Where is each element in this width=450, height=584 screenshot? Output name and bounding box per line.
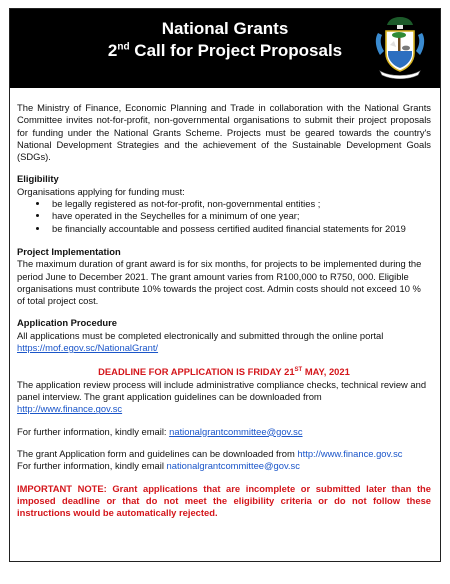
contact-label: For further information, kindly email: bbox=[17, 425, 170, 437]
seychelles-coat-of-arms-icon bbox=[370, 15, 430, 81]
eligibility-lead: Organisations applying for funding must: bbox=[17, 185, 185, 197]
eligibility-heading: Eligibility bbox=[17, 173, 59, 185]
deadline-ordinal: ST bbox=[294, 367, 303, 374]
email-text[interactable]: nationalgrantcommittee@gov.sc bbox=[166, 460, 300, 472]
contact-line-1 bbox=[17, 426, 431, 438]
title-ordinal: nd bbox=[117, 41, 130, 53]
implementation-heading: Project Implementation bbox=[17, 245, 121, 257]
download-line bbox=[17, 448, 431, 460]
deadline-banner bbox=[17, 364, 431, 378]
deadline-prefix: DEADLINE FOR APPLICATION IS FRIDAY 21 bbox=[98, 366, 295, 378]
procedure-heading: Application Procedure bbox=[17, 317, 118, 329]
title-rest: Call for Project Proposals bbox=[129, 41, 343, 60]
intro-paragraph: The Ministry of Finance, Economic Planning and Trade in collaboration with the National Grants Committee invites not-for-profit, non-governmental organisations to submit their project proposals for funding under the National Grants Scheme. Projects must be geared towards the country's National Development Strategies and the achievement of the Sustainable Development Goals (SDGs). bbox=[17, 102, 431, 163]
important-note bbox=[17, 483, 431, 520]
important-text: Grant applications that are incomplete or submitted later than the imposed deadline or that do not meet the eligibility criteria or do not follow these instructions would be automatically rejected. bbox=[17, 482, 432, 519]
notice-document bbox=[9, 8, 441, 562]
title-number: 2 bbox=[107, 41, 118, 60]
important-label: IMPORTANT NOTE: bbox=[17, 482, 107, 494]
header-banner bbox=[10, 9, 440, 88]
contact-label-2: For further information, kindly email bbox=[17, 460, 167, 472]
deadline-suffix: MAY, 2021 bbox=[302, 366, 350, 378]
procedure-text: All applications must be completed electronically and submitted through the online portal bbox=[17, 329, 384, 341]
review-text: The application review process will include administrative compliance checks, technical review and panel interview. The grant application guidelines can be downloaded from bbox=[17, 378, 427, 403]
email-link[interactable]: nationalgrantcommittee@gov.sc bbox=[169, 425, 303, 437]
implementation-text: The maximum duration of grant award is for six months, for projects to be implemented during the period June to December 2021. The grant amount varies from R100,000 to R750, 000. Eligible organisations must contribute 10% towards the project cost. Admin costs should not exceed 10 % of total project cost. bbox=[17, 258, 422, 307]
finance-link[interactable]: http://www.finance.gov.sc bbox=[17, 403, 123, 415]
list-item: • be financially accountable and possess certified audited financial statements for 2019 bbox=[49, 223, 431, 235]
list-item: • have operated in the Seychelles for a minimum of one year; bbox=[49, 210, 431, 222]
document-body bbox=[10, 88, 440, 519]
eligibility-list bbox=[17, 198, 431, 235]
download-label: The grant Application form and guidelines can be downloaded from bbox=[17, 447, 298, 459]
title-line-1: National Grants bbox=[161, 19, 289, 38]
portal-link[interactable]: https://mof.egov.sc/NationalGrant/ bbox=[17, 342, 159, 354]
list-item: • be legally registered as not-for-profit, non-governmental entities ; bbox=[49, 198, 431, 210]
download-url[interactable]: http://www.finance.gov.sc bbox=[297, 447, 403, 459]
contact-line-2 bbox=[17, 460, 431, 472]
